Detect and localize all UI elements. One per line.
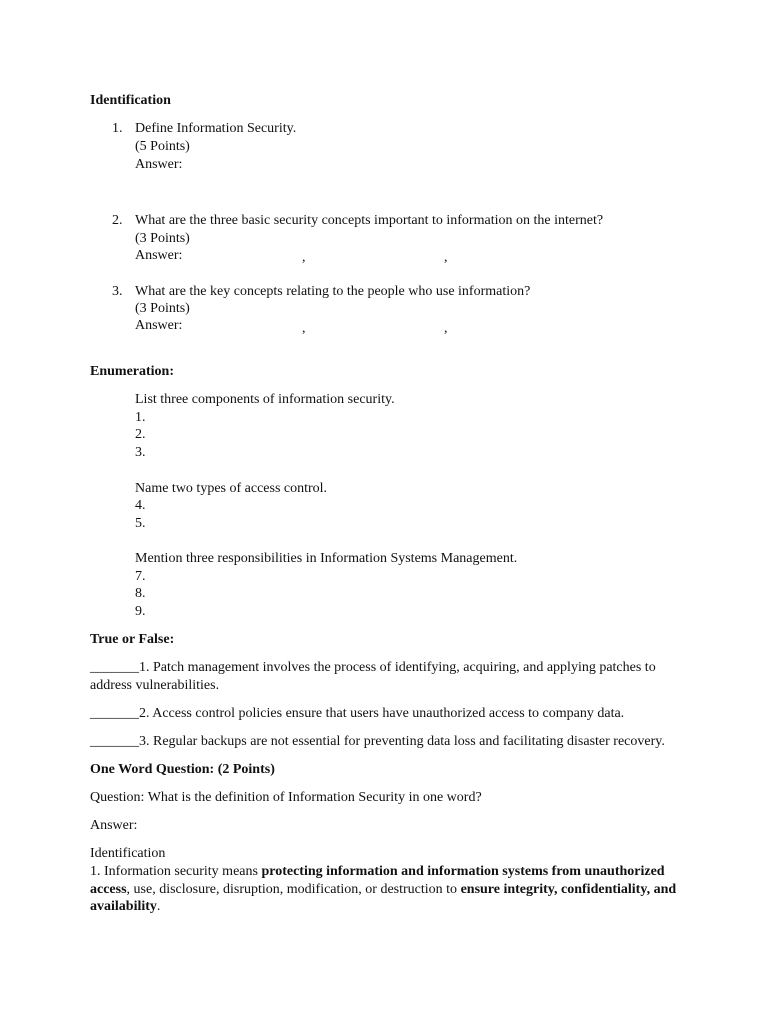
question-text: What are the key concepts relating to the people who use information? xyxy=(135,284,531,299)
question-text: Define Information Security. xyxy=(135,121,297,136)
true-false-item xyxy=(90,733,690,751)
one-word-question: Question: What is the definition of Information Security in one word? xyxy=(90,790,482,805)
identification-heading: Identification xyxy=(90,93,171,108)
enumeration-item: 9. xyxy=(135,604,146,619)
question-number: 1. xyxy=(112,121,123,136)
question-points: (3 Points) xyxy=(135,231,190,246)
answer-text: , use, disclosure, disruption, modification, or destruction to xyxy=(126,881,461,897)
answer-label: Answer: xyxy=(135,248,183,263)
answer-separator: , xyxy=(302,250,306,265)
answer-text: . xyxy=(156,899,161,914)
enumeration-item: 4. xyxy=(135,498,146,513)
answer-separator: , xyxy=(444,321,448,336)
enumeration-item: 7. xyxy=(135,569,146,584)
answer-label: Answer: xyxy=(135,157,183,172)
true-false-item xyxy=(90,659,680,694)
enumeration-item: 1. xyxy=(135,410,146,425)
statement-text: 1. Patch management involves the process of identifying, acquiring, and applying patches to address vulnerabilities. xyxy=(90,660,656,693)
answer-separator: , xyxy=(444,250,448,265)
enumeration-item: 8. xyxy=(135,586,146,601)
answer-text-bold: ensure integrity, confidentiality, and availability xyxy=(90,881,677,914)
one-word-answer-label: Answer: xyxy=(90,818,138,833)
true-false-item xyxy=(90,705,680,723)
enumeration-prompt: Name two types of access control. xyxy=(135,481,328,496)
answer-key-heading: Identification xyxy=(90,846,166,861)
enumeration-item: 5. xyxy=(135,516,146,531)
statement-text: 2. Access control policies ensure that users have unauthorized access to company data. xyxy=(139,706,625,721)
true-false-heading: True or False: xyxy=(90,632,175,647)
enumeration-item: 3. xyxy=(135,445,146,460)
answer-separator: , xyxy=(302,321,306,336)
answer-blank: _______ xyxy=(90,706,139,721)
question-points: (3 Points) xyxy=(135,301,190,316)
enumeration-prompt: List three components of information security. xyxy=(135,392,395,407)
question-number: 2. xyxy=(112,213,123,228)
answer-blank: _______ xyxy=(90,660,139,675)
question-number: 3. xyxy=(112,284,123,299)
one-word-heading: One Word Question: (2 Points) xyxy=(90,762,275,777)
enumeration-heading: Enumeration: xyxy=(90,364,174,379)
statement-text: 3. Regular backups are not essential for preventing data loss and facilitating disaster recovery. xyxy=(139,734,665,749)
enumeration-prompt: Mention three responsibilities in Information Systems Management. xyxy=(135,551,518,566)
enumeration-item: 2. xyxy=(135,427,146,442)
answer-blank: _______ xyxy=(90,734,139,749)
answer-text-bold: protecting information and information systems from unauthorized access xyxy=(90,864,665,897)
question-points: (5 Points) xyxy=(135,139,190,154)
answer-text: 1. Information security means xyxy=(90,864,262,879)
question-text: What are the three basic security concepts important to information on the internet? xyxy=(135,213,604,228)
answer-label: Answer: xyxy=(135,318,183,333)
answer-key-paragraph xyxy=(90,863,680,916)
